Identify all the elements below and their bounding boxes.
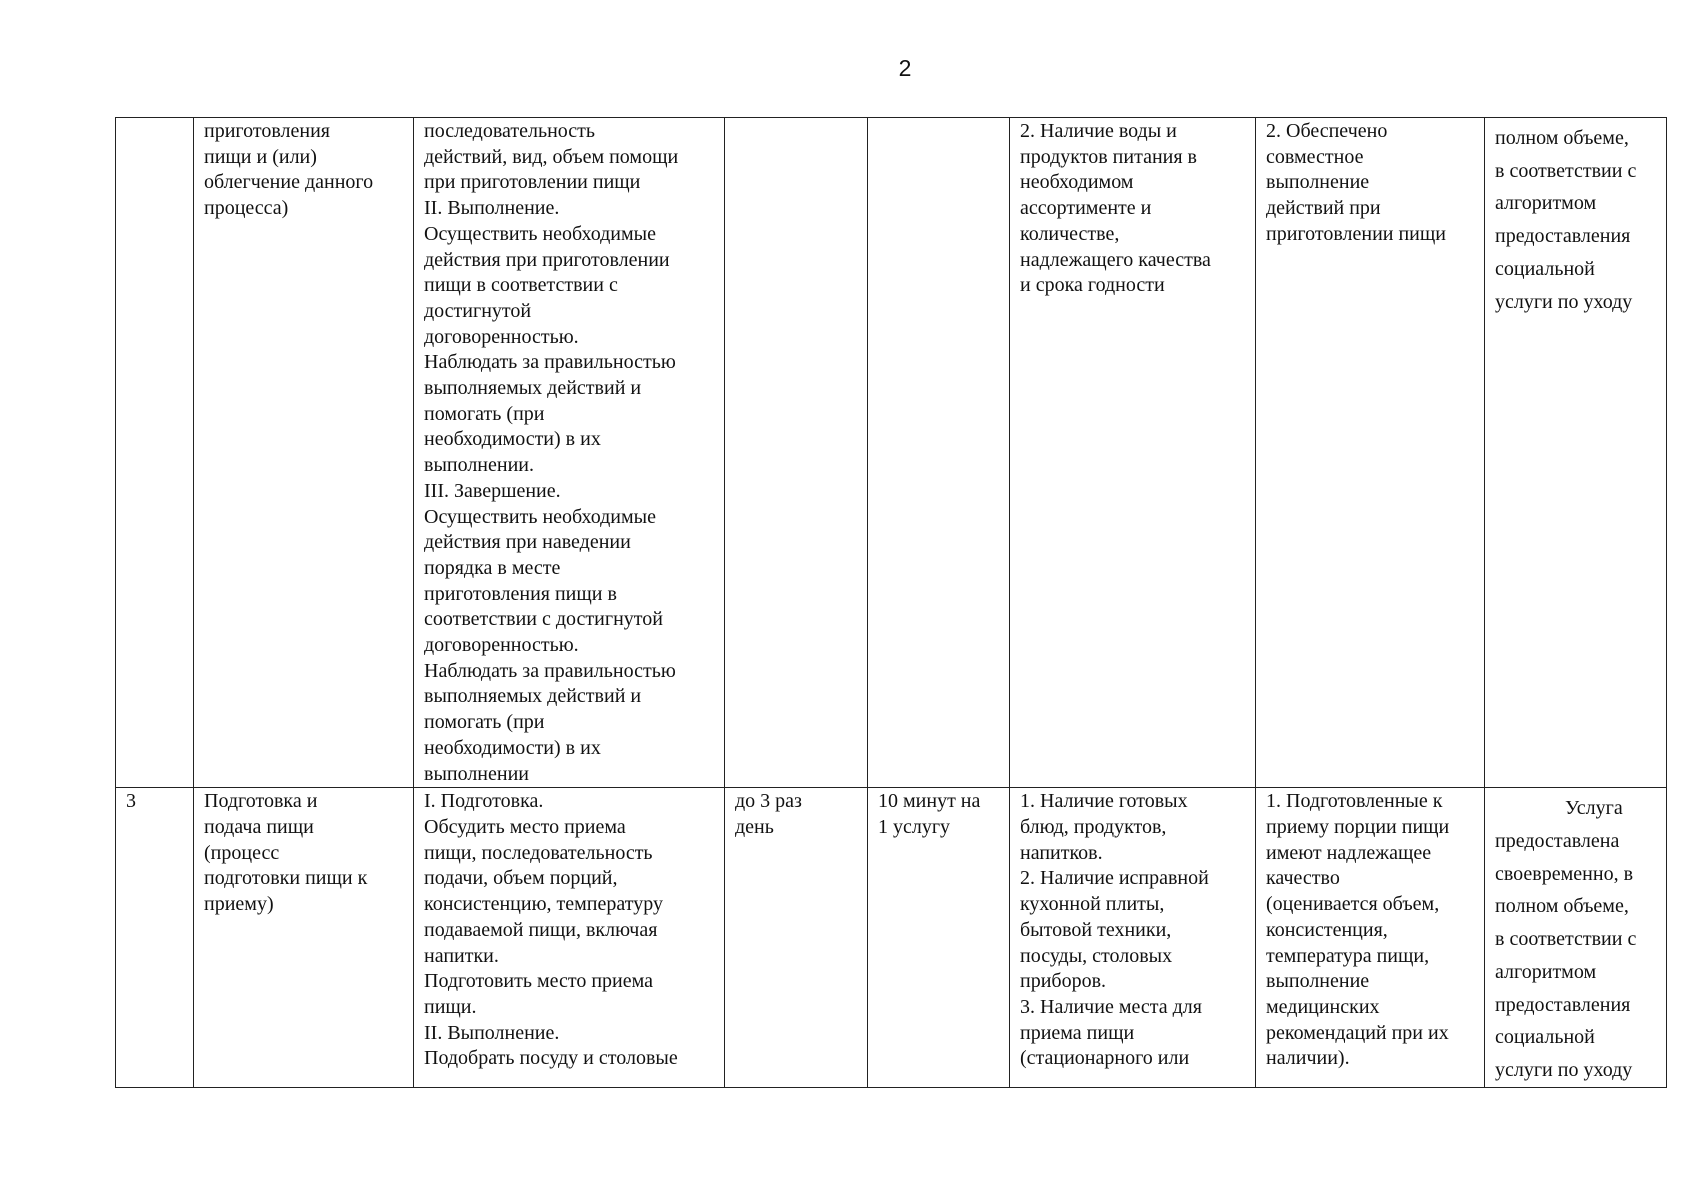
conditions-cell bbox=[1010, 788, 1256, 1087]
service-description-cell bbox=[414, 788, 725, 1087]
frequency-cell bbox=[725, 788, 868, 1087]
evaluation-text: полном объеме, в соответствии с алгоритмом предоставления социальной услуги по уходу bbox=[1495, 127, 1637, 313]
result-cell bbox=[1256, 118, 1485, 788]
service-description: I. Подготовка. Обсудить место приема пищи, последовательность подачи, объем порций, консистенцию, температуру подаваемой пищи, включая напитки. Подготовить место приема пищи. II. Выполнение. Подобрать посуду и столовые bbox=[424, 790, 678, 1070]
service-name-cell bbox=[194, 118, 414, 788]
services-table bbox=[115, 117, 1667, 1088]
frequency: до 3 раз день bbox=[735, 790, 802, 838]
row-number-cell bbox=[116, 118, 194, 788]
service-description: последовательность действий, вид, объем помощи при приготовлении пищи II. Выполнение. Осуществить необходимые действия при приготовлении пищи в соответствии с достигнутой договоренностью. Наблюдать за правильностью выполняемых действий и помогать (при необходимости) в их выполнении. III. Завершение. Осуществить необходимые действия при наведении порядка в месте приготовления пищи в соответствии с достигнутой договоренностью. Наблюдать за правильностью выполняемых действий и помогать (при необходимости) в их выполнении bbox=[424, 120, 679, 785]
duration: 10 минут на 1 услугу bbox=[878, 790, 981, 838]
service-name: Подготовка и подача пищи (процесс подготовки пищи к приему) bbox=[204, 790, 368, 916]
service-name: приготовления пищи и (или) облегчение данного процесса) bbox=[204, 120, 374, 220]
frequency-cell bbox=[725, 118, 868, 788]
result-cell bbox=[1256, 788, 1485, 1087]
evaluation-text: предоставлена своевременно, в полном объеме, в соответствии с алгоритмом предоставления социальной услуги по уходу bbox=[1495, 829, 1637, 1081]
conditions-cell bbox=[1010, 118, 1256, 788]
row-number: 3 bbox=[126, 790, 136, 813]
table-row bbox=[116, 788, 1667, 1087]
evaluation-cell bbox=[1485, 118, 1667, 788]
evaluation bbox=[1485, 118, 1666, 318]
service-name-cell bbox=[194, 788, 414, 1087]
evaluation-cell bbox=[1485, 788, 1667, 1087]
conditions: 2. Наличие воды и продуктов питания в необходимом ассортименте и количестве, надлежащего качества и срока годности bbox=[1020, 120, 1211, 297]
frequency bbox=[725, 118, 867, 119]
table-row bbox=[116, 118, 1667, 788]
conditions: 1. Наличие готовых блюд, продуктов, напитков. 2. Наличие исправной кухонной плиты, бытовой техники, посуды, столовых приборов. 3. Наличие места для приема пищи (стационарного или bbox=[1020, 790, 1209, 1070]
duration-cell bbox=[868, 118, 1010, 788]
duration bbox=[868, 118, 1009, 119]
row-number bbox=[116, 118, 193, 119]
service-description-cell bbox=[414, 118, 725, 788]
evaluation-first-word: Услуга bbox=[1565, 797, 1623, 820]
duration-cell bbox=[868, 788, 1010, 1087]
page-number: 2 bbox=[898, 55, 912, 81]
row-number-cell bbox=[116, 788, 194, 1087]
result: 2. Обеспечено совместное выполнение действий при приготовлении пищи bbox=[1266, 120, 1446, 245]
result: 1. Подготовленные к приему порции пищи имеют надлежащее качество (оценивается объем, консистенция, температура пищи, выполнение медицинских рекомендаций при их наличии). bbox=[1266, 790, 1450, 1070]
evaluation bbox=[1485, 788, 1666, 1086]
